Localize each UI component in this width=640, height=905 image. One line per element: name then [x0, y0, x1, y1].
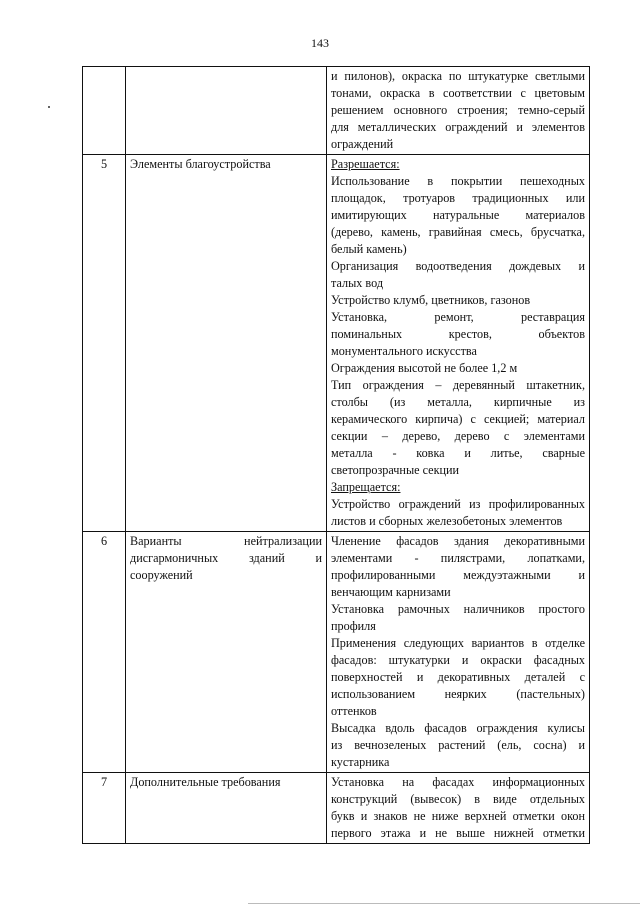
- requirement-heading: Разрешается:: [331, 157, 400, 171]
- requirement-line: профиля: [331, 619, 376, 633]
- requirement-line: Установка на фасадах информационных: [331, 775, 585, 789]
- page-number: 143: [311, 36, 329, 50]
- requirement-line: светопрозрачные секции: [331, 463, 460, 477]
- requirement-text-cell: [327, 532, 590, 773]
- requirement-text-cell: [327, 67, 590, 155]
- requirement-line: первого этажа и не выше нижней отметки: [331, 826, 585, 840]
- requirement-line: конструкций (вывесок) в виде отдельных: [331, 792, 585, 806]
- element-name-cell: [126, 532, 327, 773]
- requirement-line: фасадов: штукатурки и окраски фасадных: [331, 653, 585, 667]
- requirements-table: [82, 66, 590, 844]
- requirement-line: Тип ограждения – деревянный штакетник,: [331, 378, 585, 392]
- scan-edge-line: [248, 903, 640, 904]
- requirement-line: Установка рамочных наличников простого: [331, 602, 585, 616]
- requirement-line: тонами, окраска в соответствии с цветовым: [331, 86, 585, 100]
- requirement-line: Применения следующих вариантов в отделке: [331, 636, 585, 650]
- scan-dot: [48, 106, 50, 108]
- requirement-text-cell: [327, 773, 590, 844]
- requirement-line: оттенков: [331, 704, 377, 718]
- requirement-line: Устройство клумб, цветников, газонов: [331, 293, 531, 307]
- requirement-line: поминальных крестов, объектов: [331, 327, 585, 341]
- requirement-line: Установка, ремонт, реставрация: [331, 310, 585, 324]
- requirement-line: металла - ковка и литье, сварные: [331, 446, 585, 460]
- requirement-line: монументального искусства: [331, 344, 477, 358]
- requirement-line: поверхностей и декоративных деталей с: [331, 670, 585, 684]
- requirement-line: решением основного строения; темно-серый: [331, 103, 585, 117]
- element-name-line: дисгармоничных зданий и: [130, 551, 322, 565]
- element-name-line: Дополнительные требования: [130, 775, 281, 789]
- requirement-line: Устройство ограждений из профилированных: [331, 497, 585, 511]
- requirement-line: имитирующих натуральные материалов: [331, 208, 585, 222]
- row-number-cell: [83, 67, 126, 155]
- requirement-line: кустарника: [331, 755, 390, 769]
- requirement-line: белый камень): [331, 242, 407, 256]
- table-row: [83, 67, 590, 155]
- requirement-line: керамического кирпича) с секцией; материал: [331, 412, 585, 426]
- row-number-cell: 7: [83, 773, 126, 844]
- table-row: [83, 532, 590, 773]
- row-number-cell: 6: [83, 532, 126, 773]
- table-body: [83, 67, 590, 844]
- requirement-line: и пилонов), окраска по штукатурке светлыми: [331, 69, 585, 83]
- requirement-line: Высадка вдоль фасадов ограждения кулисы: [331, 721, 585, 735]
- requirement-line: профилированными междуэтажными и: [331, 568, 585, 582]
- table-row: [83, 773, 590, 844]
- requirement-line: использованием неярких (пастельных): [331, 687, 585, 701]
- requirement-line: элементами - пилястрами, лопатками,: [331, 551, 585, 565]
- element-name-cell: [126, 773, 327, 844]
- requirement-line: листов и сборных железобетоных элементов: [331, 514, 563, 528]
- requirement-line: Организация водоотведения дождевых и: [331, 259, 585, 273]
- requirement-line: (дерево, камень, гравийная смесь, брусчатка,: [331, 225, 585, 239]
- element-name-line: Элементы благоустройства: [130, 157, 271, 171]
- requirement-line: ограждений: [331, 137, 394, 151]
- requirement-line: Членение фасадов здания декоративными: [331, 534, 585, 548]
- element-name-cell: [126, 155, 327, 532]
- element-name-line: Варианты нейтрализации: [130, 534, 322, 548]
- element-name-cell: [126, 67, 327, 155]
- requirement-line: секции – дерево, дерево с элементами: [331, 429, 585, 443]
- requirement-text-cell: [327, 155, 590, 532]
- requirement-line: столбы (из металла, кирпичные из: [331, 395, 585, 409]
- requirement-line: талых вод: [331, 276, 384, 290]
- row-number-cell: 5: [83, 155, 126, 532]
- table-row: [83, 155, 590, 532]
- requirement-line: площадок, тротуаров традиционных или: [331, 191, 585, 205]
- requirement-line: для металлических ограждений и элементов: [331, 120, 585, 134]
- requirement-line: Использование в покрытии пешеходных: [331, 174, 585, 188]
- requirement-heading: Запрещается:: [331, 480, 401, 494]
- requirement-line: Ограждения высотой не более 1,2 м: [331, 361, 518, 375]
- element-name-line: сооружений: [130, 568, 193, 582]
- requirement-line: букв и знаков не ниже верхней отметки окон: [331, 809, 585, 823]
- requirement-line: венчающим карнизами: [331, 585, 451, 599]
- requirement-line: из вечнозеленых растений (ель, сосна) и: [331, 738, 585, 752]
